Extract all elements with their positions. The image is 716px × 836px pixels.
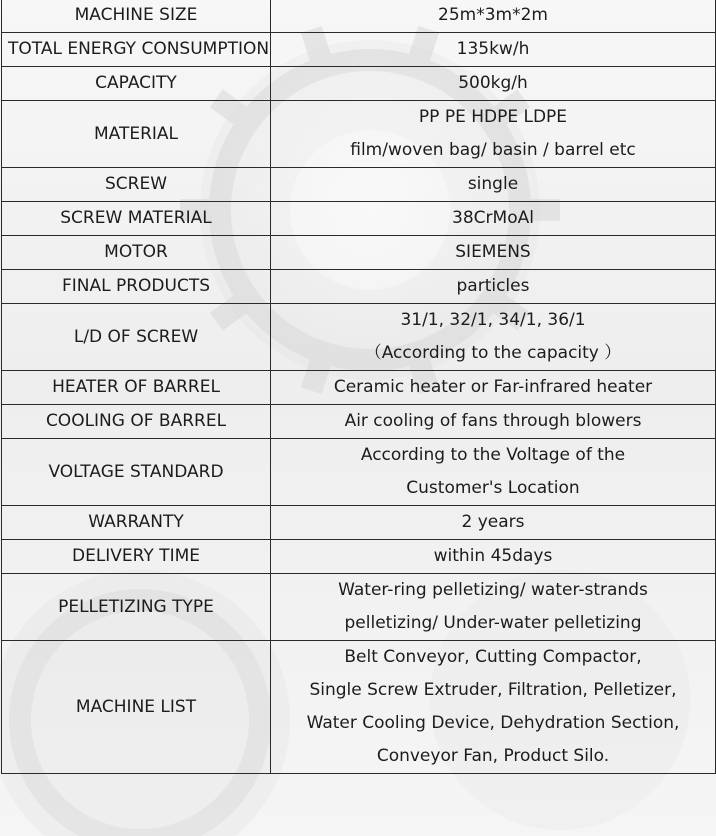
spec-label-cell — [2, 101, 271, 168]
spec-value-line: According to the Voltage of the — [360, 445, 626, 465]
spec-label: SCREW MATERIAL — [60, 208, 212, 228]
table-row — [2, 540, 716, 574]
spec-value-cell — [271, 439, 716, 506]
spec-value-cell — [271, 405, 716, 439]
spec-label-cell — [2, 371, 271, 405]
table-row — [2, 641, 716, 774]
spec-value-line: PP PE HDPE LDPE — [418, 107, 568, 127]
spec-value-cell — [271, 506, 716, 540]
spec-label-cell — [2, 67, 271, 101]
spec-value-line: SIEMENS — [455, 242, 531, 262]
spec-value-cell — [271, 236, 716, 270]
spec-label-cell — [2, 506, 271, 540]
spec-label: VOLTAGE STANDARD — [48, 461, 224, 482]
spec-label-cell — [2, 540, 271, 574]
spec-label: TOTAL ENERGY CONSUMPTION — [8, 39, 270, 59]
table-row — [2, 574, 716, 641]
spec-label: CAPACITY — [95, 73, 177, 93]
spec-label-cell — [2, 574, 271, 641]
spec-value-line: （According to the capacity ） — [364, 343, 622, 363]
spec-value-line: Water Cooling Device, Dehydration Section, — [306, 713, 680, 733]
table-row — [2, 0, 716, 33]
spec-value-cell — [271, 371, 716, 405]
table-row — [2, 439, 716, 506]
spec-label: FINAL PRODUCTS — [61, 276, 211, 296]
spec-value-line: 135kw/h — [456, 39, 530, 59]
spec-value-line: pelletizing/ Under-water pelletizing — [344, 613, 642, 633]
spec-table-body — [2, 0, 716, 774]
spec-value-line: Belt Conveyor, Cutting Compactor, — [344, 647, 642, 667]
spec-label: L/D OF SCREW — [73, 326, 199, 347]
spec-label-cell — [2, 270, 271, 304]
spec-value-cell — [271, 33, 716, 67]
table-row — [2, 270, 716, 304]
table-row — [2, 33, 716, 67]
spec-label-cell — [2, 304, 271, 371]
spec-value-line: within 45days — [433, 546, 553, 566]
spec-value-cell — [271, 574, 716, 641]
spec-label: HEATER OF BARREL — [52, 377, 220, 397]
spec-value-line: 2 years — [461, 512, 525, 532]
table-row — [2, 236, 716, 270]
spec-value-line: Conveyor Fan, Product Silo. — [376, 746, 610, 766]
spec-value-line: Ceramic heater or Far-infrared heater — [333, 377, 653, 397]
spec-label: MACHINE LIST — [75, 696, 197, 717]
table-row — [2, 67, 716, 101]
spec-label: DELIVERY TIME — [71, 546, 200, 566]
spec-value-line: 31/1, 32/1, 34/1, 36/1 — [400, 310, 586, 330]
spec-label-cell — [2, 641, 271, 774]
spec-label: COOLING OF BARREL — [45, 411, 227, 431]
table-row — [2, 168, 716, 202]
spec-value-cell — [271, 202, 716, 236]
table-row — [2, 506, 716, 540]
spec-label: MOTOR — [104, 242, 168, 262]
table-row — [2, 202, 716, 236]
spec-value-cell — [271, 67, 716, 101]
spec-value-cell — [271, 168, 716, 202]
spec-label-cell — [2, 33, 271, 67]
spec-value-line: Air cooling of fans through blowers — [344, 411, 642, 431]
spec-value-cell — [271, 0, 716, 33]
spec-value-line: single — [467, 174, 519, 194]
spec-value-line: 38CrMoAl — [452, 208, 534, 228]
table-row — [2, 304, 716, 371]
spec-label-cell — [2, 439, 271, 506]
spec-label-cell — [2, 0, 271, 33]
spec-value-line: Customer's Location — [406, 478, 580, 498]
spec-label: WARRANTY — [88, 512, 184, 532]
spec-label: MACHINE SIZE — [74, 5, 198, 25]
spec-value-cell — [271, 101, 716, 168]
spec-label: PELLETIZING TYPE — [58, 596, 214, 617]
spec-value-line: 25m*3m*2m — [438, 5, 548, 25]
table-row — [2, 101, 716, 168]
spec-value-cell — [271, 304, 716, 371]
spec-value-line: 500kg/h — [458, 73, 528, 93]
table-row — [2, 405, 716, 439]
spec-table — [1, 0, 716, 774]
spec-value-line: film/woven bag/ basin / barrel etc — [350, 140, 636, 160]
spec-value-cell — [271, 641, 716, 774]
spec-label-cell — [2, 168, 271, 202]
spec-label-cell — [2, 405, 271, 439]
spec-value-cell — [271, 540, 716, 574]
spec-value-line: particles — [456, 276, 530, 296]
table-row — [2, 371, 716, 405]
spec-value-line: Single Screw Extruder, Filtration, Pelletizer, — [309, 680, 677, 700]
spec-label: MATERIAL — [93, 123, 179, 144]
spec-value-cell — [271, 270, 716, 304]
spec-label-cell — [2, 202, 271, 236]
spec-label-cell — [2, 236, 271, 270]
spec-value-line: Water-ring pelletizing/ water-strands — [338, 580, 648, 600]
spec-label: SCREW — [104, 174, 168, 194]
